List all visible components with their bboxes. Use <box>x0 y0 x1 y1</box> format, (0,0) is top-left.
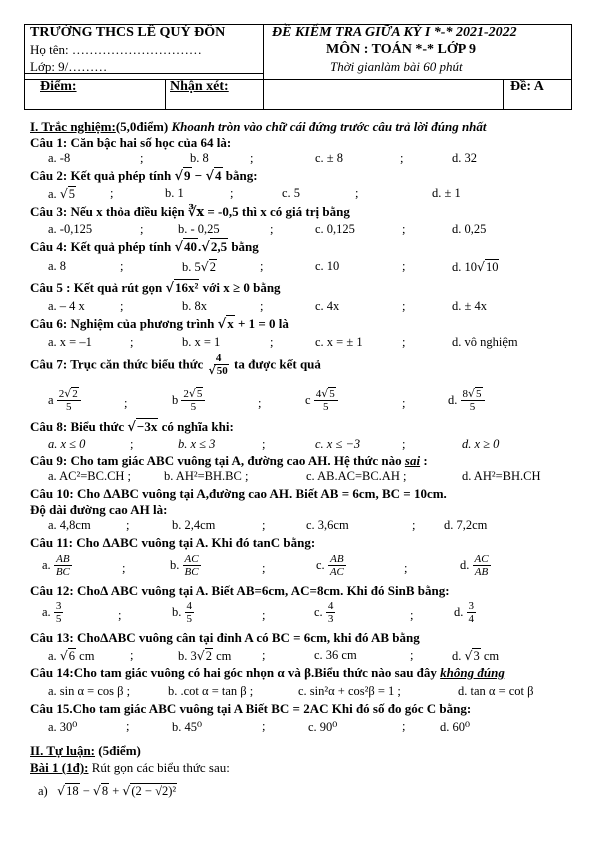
q11-option-c[interactable]: c. $\frac{AB}{AC}$ <box>316 553 344 578</box>
q13-sep: ; <box>130 648 134 662</box>
q14-option-a[interactable]: a. sin α = cos β ; <box>48 684 131 698</box>
question-5: Câu 5 : Kết quả rút gọn √16x² với x ≥ 0 bằng <box>30 280 281 296</box>
q1-option-c[interactable]: c. ± 8 <box>315 151 344 165</box>
q12-sep: ; <box>410 608 414 622</box>
q3-option-d[interactable]: d. 0,25 <box>452 222 487 236</box>
section2-heading: II. Tự luận: (5điểm) <box>30 743 141 758</box>
q12-sep: ; <box>262 608 266 622</box>
score-divider <box>165 79 166 109</box>
q5-sep: ; <box>120 299 124 313</box>
class-field: Lớp: 9/……… <box>30 59 108 74</box>
q2-option-a[interactable]: a. √5 <box>48 186 76 201</box>
q6-sep: ; <box>402 335 406 349</box>
q15-option-b[interactable]: b. 45⁰ <box>172 720 203 734</box>
q9-option-a[interactable]: a. AC²=BC.CH ; <box>48 469 132 483</box>
q1-option-a[interactable]: a. -8 <box>48 151 71 165</box>
q12-option-d[interactable]: d. $\frac{3}{4}$ <box>454 600 474 625</box>
header-divider-horizontal <box>25 79 571 80</box>
q1-sep: ; <box>250 151 254 165</box>
q6-option-b[interactable]: b. x = 1 <box>182 335 221 349</box>
q8-option-d[interactable]: d. x ≥ 0 <box>462 437 500 451</box>
student-name-field: Họ tên: ………………………… <box>30 42 202 57</box>
q6-option-a[interactable]: a. x = –1 <box>48 335 92 349</box>
q8-sep: ; <box>262 437 266 451</box>
exam-title: ĐỀ KIỂM TRA GIỮA KỲ I *-* 2021-2022 <box>272 25 517 40</box>
question-4: Câu 4: Kết quả phép tính √40.√2,5 bằng <box>30 239 259 255</box>
q13-option-b[interactable]: b. 3√2 cm <box>178 648 232 663</box>
q2-sep: ; <box>230 186 234 200</box>
question-11: Câu 11: Cho ΔABC vuông tại A. Khi đó tanC bằng: <box>30 535 316 550</box>
q14-option-b[interactable]: b. .cot α = tan β ; <box>168 684 254 698</box>
q4-option-c[interactable]: c. 10 <box>315 259 340 273</box>
q11-option-a[interactable]: a. $\frac{AB}{BC}$ <box>42 553 70 578</box>
q5-option-a[interactable]: a. – 4 x <box>48 299 85 313</box>
q11-sep: ; <box>404 561 408 575</box>
q4-sep: ; <box>120 259 124 273</box>
q8-option-c[interactable]: c. x ≤ −3 <box>315 437 361 451</box>
exam-time: Thời gianlàm bài 60 phút <box>330 59 463 74</box>
q5-sep: ; <box>260 299 264 313</box>
q1-option-d[interactable]: d. 32 <box>452 151 477 165</box>
question-14: Câu 14:Cho tam giác vuông có hai góc nhọn α và β.Biểu thức nào sau đây không đúng <box>30 665 505 680</box>
q3-option-b[interactable]: b. - 0,25 <box>178 222 220 236</box>
question-13: Câu 13: ChoΔABC vuông cân tại đỉnh A có BC = 6cm, khi đó AB bằng <box>30 630 420 645</box>
q12-option-a[interactable]: a. $\frac{3}{5}$ <box>42 600 62 625</box>
q7-sep: ; <box>402 396 406 410</box>
q3-sep: ; <box>270 222 274 236</box>
q3-sep: ; <box>402 222 406 236</box>
q11-option-d[interactable]: d. $\frac{AC}{AB}$ <box>460 553 489 578</box>
q2-sep: ; <box>110 186 114 200</box>
q13-sep: ; <box>262 648 266 662</box>
q9-option-b[interactable]: b. AH²=BH.BC ; <box>164 469 249 483</box>
bai1-heading: Bài 1 (1đ): Rút gọn các biểu thức sau: <box>30 760 230 775</box>
q2-option-c[interactable]: c. 5 <box>282 186 301 200</box>
q15-sep: ; <box>402 719 406 733</box>
q7-option-d[interactable]: d. $\frac{8√5}{5}$ <box>448 388 485 413</box>
q6-sep: ; <box>270 335 274 349</box>
q4-option-a[interactable]: a. 8 <box>48 259 67 273</box>
q14-option-c[interactable]: c. sin²α + cos²β = 1 ; <box>298 684 401 698</box>
q10-sep: ; <box>126 518 130 532</box>
section1-heading: I. Trắc nghiệm:(5,0điểm) Khoanh tròn vào chữ cái đứng trước câu trả lời đúng nhất <box>30 119 487 134</box>
score-label: Điểm: <box>40 79 77 94</box>
q15-option-d[interactable]: d. 60⁰ <box>440 720 471 734</box>
q14-option-d[interactable]: d. tan α = cot β <box>458 684 534 698</box>
q11-sep: ; <box>122 561 126 575</box>
q8-option-a[interactable]: a. x ≤ 0 <box>48 437 86 451</box>
q8-option-b[interactable]: b. x ≤ 3 <box>178 437 216 451</box>
q6-option-d[interactable]: d. vô nghiệm <box>452 335 518 349</box>
question-1: Câu 1: Căn bậc hai số học của 64 là: <box>30 135 232 150</box>
q5-option-b[interactable]: b. 8x <box>182 299 207 313</box>
question-15: Câu 15.Cho tam giác ABC vuông tại A Biết BC = 2AC Khi đó số đo góc C bằng: <box>30 701 472 716</box>
question-7: Câu 7: Trục căn thức biểu thức $\frac{4}{√50}$ ta được kết quả <box>30 352 321 377</box>
q10-option-b[interactable]: b. 2,4cm <box>172 518 216 532</box>
q15-option-a[interactable]: a. 30⁰ <box>48 720 78 734</box>
q13-option-c[interactable]: c. 36 cm <box>314 648 357 662</box>
q12-option-c[interactable]: c. $\frac{4}{3}$ <box>314 600 334 625</box>
question-8: Câu 8: Biểu thức √−3x có nghĩa khi: <box>30 419 234 435</box>
q8-sep: ; <box>130 437 134 451</box>
school-name: TRƯỜNG THCS LÊ QUÝ ĐÔN <box>30 25 226 40</box>
q4-option-d[interactable]: d. 10√10 <box>452 259 499 274</box>
q2-option-d[interactable]: d. ± 1 <box>432 186 461 200</box>
q8-sep: ; <box>402 437 406 451</box>
q4-sep: ; <box>260 259 264 273</box>
q5-option-c[interactable]: c. 4x <box>315 299 340 313</box>
q9-option-d[interactable]: d. AH²=BH.CH <box>462 469 541 483</box>
q13-sep: ; <box>410 648 414 662</box>
question-12: Câu 12: ChoΔ ABC vuông tại A. Biết AB=6cm, AC=8cm. Khi đó SinB bằng: <box>30 583 450 598</box>
q7-option-b[interactable]: b $\frac{2√5}{5}$ <box>172 388 205 413</box>
q2-sep: ; <box>355 186 359 200</box>
question-10: Câu 10: Cho ΔABC vuông tại A,đường cao AH. Biết AB = 6cm, BC = 10cm. <box>30 486 447 501</box>
exam-code: Đề: A <box>510 79 544 94</box>
question-9: Câu 9: Cho tam giác ABC vuông tại A, đường cao AH. Hệ thức nào sai : <box>30 453 428 468</box>
comment-label: Nhận xét: <box>170 79 229 94</box>
bai1-part-a: a) √18 − √8 + √(2 − √2)² <box>38 783 177 798</box>
question-2: Câu 2: Kết quả phép tính √9 − √4 bằng: <box>30 168 258 184</box>
q12-sep: ; <box>118 608 122 622</box>
q13-option-d[interactable]: d. √3 cm <box>452 648 500 663</box>
q6-option-c[interactable]: c. x = ± 1 <box>315 335 363 349</box>
q6-sep: ; <box>130 335 134 349</box>
q15-option-c[interactable]: c. 90⁰ <box>308 720 338 734</box>
q3-sep: ; <box>140 222 144 236</box>
q3-option-a[interactable]: a. -0,125 <box>48 222 93 236</box>
q7-sep: ; <box>258 396 262 410</box>
question-3: Câu 3: Nếu x thỏa điều kiện ∛x = -0,5 thì x có giá trị bằng <box>30 204 350 220</box>
q4-sep: ; <box>402 259 406 273</box>
q4-option-b[interactable]: b. 5√2 <box>182 259 216 274</box>
q7-option-a[interactable]: a $\frac{2√2}{5}$ <box>48 388 81 413</box>
q11-sep: ; <box>262 561 266 575</box>
header-divider-vertical <box>263 25 264 109</box>
question-6: Câu 6: Nghiệm của phương trình √x + 1 = 0 là <box>30 316 289 332</box>
q2-option-b[interactable]: b. 1 <box>165 186 184 200</box>
q5-sep: ; <box>402 299 406 313</box>
q1-sep: ; <box>400 151 404 165</box>
question-10-line2: Độ dài đường cao AH là: <box>30 502 168 517</box>
q10-option-c[interactable]: c. 3,6cm <box>306 518 349 532</box>
q9-option-c[interactable]: c. AB.AC=BC.AH ; <box>306 469 407 483</box>
q10-sep: ; <box>412 518 416 532</box>
q12-option-b[interactable]: b. $\frac{4}{5}$ <box>172 600 192 625</box>
q3-option-c[interactable]: c. 0,125 <box>315 222 355 236</box>
q15-sep: ; <box>126 719 130 733</box>
code-divider <box>503 79 504 109</box>
q10-option-a[interactable]: a. 4,8cm <box>48 518 91 532</box>
q1-option-b[interactable]: b. 8 <box>190 151 209 165</box>
q11-option-b[interactable]: b. $\frac{AC}{BC}$ <box>170 553 199 578</box>
q7-option-c[interactable]: c $\frac{4√5}{5}$ <box>305 388 338 413</box>
q13-option-a[interactable]: a. √6 cm <box>48 648 95 663</box>
q5-option-d[interactable]: d. ± 4x <box>452 299 487 313</box>
q1-sep: ; <box>140 151 144 165</box>
q10-sep: ; <box>262 518 266 532</box>
q10-option-d[interactable]: d. 7,2cm <box>444 518 488 532</box>
q15-sep: ; <box>262 719 266 733</box>
subject: MÔN : TOÁN *-* LỚP 9 <box>326 42 476 57</box>
q7-sep: ; <box>124 396 128 410</box>
